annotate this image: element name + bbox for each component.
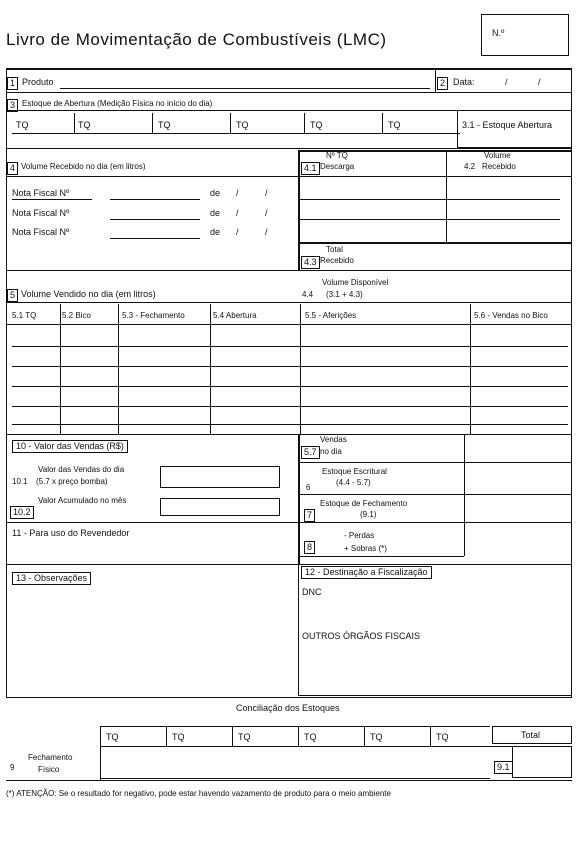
sales-row[interactable] [12,424,568,425]
total-received-rule [298,242,572,244]
tank-divider [152,113,153,133]
field-number-6: 6 [306,483,311,492]
field-number-2: 2 [437,77,448,90]
dnc-label: DNC [302,587,322,597]
field-number-5: 5 [7,289,18,302]
row-divider [6,302,572,303]
book-stock-bottom: (4.4 - 5.7) [336,478,371,487]
accumulated-value-input[interactable] [160,498,280,516]
field-number-1: 1 [7,77,18,90]
number-box[interactable] [481,14,569,56]
inspection-destination-box[interactable] [298,564,572,696]
field-number-9: 9 [10,763,15,772]
invoice-number-input[interactable] [110,238,200,239]
summary-rule [298,556,464,557]
invoice-line [12,199,92,200]
tank-divider [304,113,305,133]
bottom-rule [6,780,572,781]
closing-stock-top: Estoque de Fechamento [320,499,408,508]
col-5-3: 5.3 - Fechamento [122,311,185,320]
field-number-4: 4 [7,162,18,175]
invoice-number-input[interactable] [110,219,200,220]
col-5-5: 5.5 - Aferições [305,311,357,320]
observations-area[interactable] [8,588,296,694]
received-entry-line[interactable] [300,199,560,200]
received-divider [298,150,300,270]
row-divider [6,697,572,698]
total-received-top: Total [326,245,343,254]
inspection-destination-header: 12 - Destinação a Fiscalização [301,566,432,579]
reconciliation-divider [232,726,233,746]
row-divider [6,564,298,565]
received-volume-bottom: Recebido [482,162,516,171]
total-received-bottom: Recebido [320,256,354,265]
tank-label: TQ [16,120,29,130]
field-number-5-7: 5.7 [301,446,320,459]
product-input[interactable] [60,88,430,89]
received-entry-line[interactable] [300,219,560,220]
sales-row[interactable] [12,386,568,387]
summary-rule [298,494,572,495]
stock-reconciliation-title: Conciliação dos Estoques [236,703,340,713]
invoice-of-label: de [210,227,221,237]
physical-closing-bottom: Físico [38,765,60,774]
opening-stock-label: Estoque de Abertura (Medição Física no início do dia) [22,99,213,108]
received-mid-divider [446,150,447,242]
row-divider [6,270,572,271]
invoice-date-input[interactable]: / / [236,188,280,198]
available-volume-top: Volume Disponível [322,278,389,287]
invoice-label: Nota Fiscal Nº [12,208,70,218]
sales-row[interactable] [12,406,568,407]
field-number-10-1: 10.1 [12,477,28,486]
daily-sales-top: Vendas [320,435,347,444]
tank-label: TQ [236,120,249,130]
invoice-label: Nota Fiscal Nº [12,227,70,237]
col-5-1: 5.1 TQ [12,311,37,320]
received-volume-label: Volume Recebido no dia (em litros) [21,162,146,171]
reconciliation-top-rule [100,726,490,727]
invoice-date-input[interactable]: / / [236,208,280,218]
reconciliation-total-label: Total [521,730,541,740]
available-volume-bottom: (3.1 + 4.3) [326,290,363,299]
sold-volume-label: Volume Vendido no dia (em litros) [21,289,156,299]
reconciliation-divider [298,726,299,746]
row-divider [6,148,572,149]
invoice-number-input[interactable] [110,199,200,200]
reconciliation-total-input[interactable] [512,746,572,778]
sales-value-header: 10 - Valor das Vendas (R$) [12,440,128,453]
tank-divider [74,113,75,133]
field-number-10-2: 10.2 [10,506,34,519]
tank-label: TQ [388,120,401,130]
tank-label: TQ [310,120,323,130]
summary-rule [298,462,572,463]
tank-divider [230,113,231,133]
page-title: Livro de Movimentação de Combustíveis (LMC) [6,30,387,49]
reconciliation-header-rule [100,746,572,747]
number-label: N.º [492,28,505,38]
accumulated-value-label: Valor Acumulado no mês [38,496,127,505]
row-divider [6,434,572,435]
tank-label: TQ [436,732,449,742]
invoice-date-input[interactable]: / / [236,227,280,237]
divider [435,70,436,92]
reconciliation-divider [100,726,101,780]
tank-discharge-label-top: Nº TQ [326,151,348,160]
losses-label: - Perdas [344,531,375,540]
tank-label: TQ [238,732,251,742]
reconciliation-divider [166,726,167,746]
tank-label: TQ [172,732,185,742]
field-number-9-1: 9.1 [494,761,513,774]
field-number-3: 3 [7,99,18,112]
daily-sales-value-input[interactable] [160,466,280,488]
top-rule [6,68,572,70]
surplus-label: + Sobras (*) [344,544,387,553]
row-divider [6,176,298,177]
reconciliation-input-line[interactable] [100,778,490,779]
field-number-4-1: 4.1 [301,162,320,175]
field-number-4-4: 4.4 [302,290,314,299]
tank-discharge-label-bottom: Descarga [320,162,355,171]
tank-input-line[interactable] [12,133,460,134]
sales-header-rule [6,324,572,325]
reconciliation-divider [364,726,365,746]
field-number-8: 8 [304,541,315,554]
invoice-label: Nota Fiscal Nº [12,188,70,198]
tank-label: TQ [106,732,119,742]
summary-divider [298,434,300,564]
invoice-of-label: de [210,208,221,218]
reconciliation-divider [430,726,431,746]
field-number-4-2: 4.2 [464,162,476,171]
sales-row[interactable] [12,366,568,367]
received-header-rule [298,176,572,177]
tank-label: TQ [304,732,317,742]
col-5-2: 5.2 Bico [62,311,91,320]
invoice-of-label: de [210,188,221,198]
received-volume-top: Volume [484,151,511,160]
summary-rule [298,522,572,523]
summary-value-divider [464,434,465,556]
col-5-6: 5.6 - Vendas no Bico [474,311,548,320]
date-label: Data: [453,77,475,87]
daily-sales-bottom: no dia [320,447,342,456]
tank-label: TQ [158,120,171,130]
row-divider [6,92,572,93]
tank-label: TQ [370,732,383,742]
other-agencies-label: OUTROS ÓRGÃOS FISCAIS [302,631,421,641]
observations-header: 13 - Observações [12,572,91,585]
reseller-use-label: 11 - Para uso do Revendedor [12,528,130,538]
opening-stock-total-label: 3.1 - Estoque Abertura [462,120,553,130]
col-5-4: 5.4 Abertura [213,311,257,320]
row-divider [6,522,298,523]
field-number-4-3: 4.3 [301,256,320,269]
daily-sales-value-top: Valor das Vendas do dia [38,465,125,474]
closing-stock-bottom: (9.1) [360,510,377,519]
tank-divider [382,113,383,133]
book-stock-top: Estoque Escritural [322,467,387,476]
physical-closing-top: Fechamento [28,753,73,762]
product-label: Produto [22,77,54,87]
sales-row[interactable] [12,346,568,347]
footer-warning: (*) ATENÇÃO: Se o resultado for negativo, pode estar havendo vazamento de produto para o meio ambiente [6,789,391,798]
field-number-7: 7 [304,509,315,522]
daily-sales-value-bottom: (5.7 x preço bomba) [36,477,108,486]
date-input[interactable]: / / [505,77,555,87]
tank-label: TQ [78,120,91,130]
